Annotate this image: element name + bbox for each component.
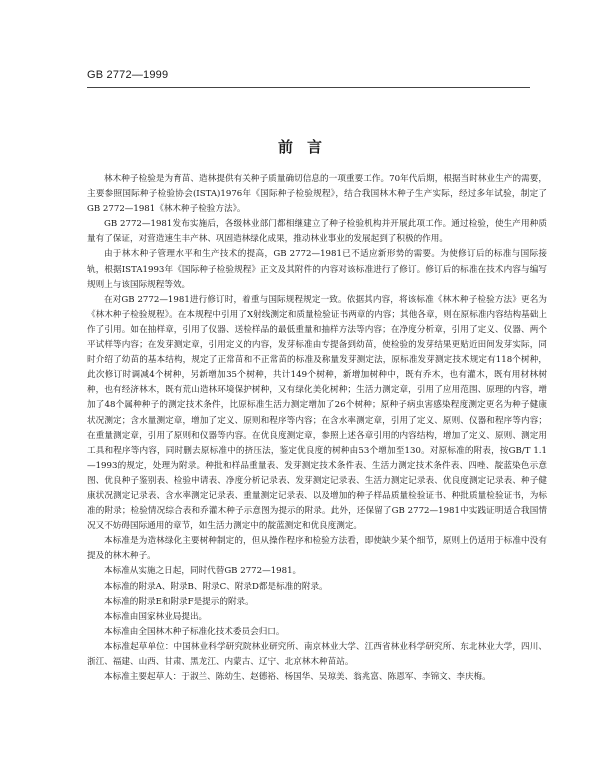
page-title: 前言 [277,138,336,156]
paragraph-normative-annexes: 本标准的附录A、附录B、附录C、附录D都是标准的附录。 [104,581,328,592]
paragraph-implementation: GB 2772—1981发布实施后，各级林业部门都相继建立了种子检验机构并开展此项工作。通过检验，使生产用种质量有了保证，对营造速生丰产林、巩固造林绿化成果，推动林业事业的发展起到了积极的作用。 [87,219,547,245]
paragraph-revision-details: 在对GB 2772—1981进行修订时，着重与国际规程规定一致。依据其内容，将该标准《林木种子检验方法》更名为《林木种子检验规程》。在本规程中引用了X射线测定和质量检验证书两章的内容；其他各章，则在原标准内容结构基础上作了引用。如在抽样章，引用了仪器、送检样品的最低重量和抽样方法等内容；在净度分析章，引用了定义、仪器、两个平试样等内容；在发芽测定章，引用定义的内容，发芽标准由专提备到幼苗，使检验的发芽结果更贴近田间发芽实际，同时介绍了幼苗的基本结构，规定了正常苗和不正常苗的标准及称量发芽测定法，原标准发芽测定技术规定有118个树种，此次修订时调减4个树种，另新增加35个树种，共计149个树种，新增加树种中，既有乔木，也有灌木，既有用材林树种，也有经济林木，既有荒山造林环境保护树种，又有绿化美化树种；生活力测定章，引用了应用范围、原理的内容，增加了48个属种种子的测定技术条件，比原标准生活力测定增加了26个树种；原种子病虫害感染程度测定更名为种子健康状况测定；含水量测定章，增加了定义、原则和程序等内容；在含水率测定章，引用了定义、原则、仪器和程序等内容；在重量测定章，引用了原则和仪器等内容。在优良度测定章，参照上述各章引用的内容结构，增加了定义、原则、测定用工具和程序等内容，同时删去原标准中的挤压法，鉴定优良度的树种由53个增加至130。对原标准的附表，按GB/T 1.1—1993的规定，处理为附录。种批和样品重量表、发芽测定技术条件表、生活力测定技术条件表、四唑、靛蓝染色示意图、优良种子鉴别表、检验申请表、净度分析记录表、发芽测定记录表、生活力测定记录表、优良度测定记录表、种子健康状况测定记录表、含水率测定记录表、重量测定记录表、以及增加的种子样品质量检验证书、种批质量检验证书，为标准的附录；检验情况综合表和乔灌木种子示意图为提示的附录。此外，还保留了GB 2772—1981中实践证明适合我国情况又不妨碍国际通用的章节，如生活力测定中的靛蓝测定和优良度测定。 [87,294,547,532]
header-divider [87,87,530,88]
paragraph-drafting-units: 本标准起草单位：中国林业科学研究院林业研究所、南京林业大学、江西省林业科学研究所、东北林业大学，四川、浙江、福建、山西、甘肃、黑龙江、内蒙古、辽宁、北京林木种苗站。 [87,641,547,667]
standard-code-header: GB 2772—1999 [87,69,169,81]
paragraph-replacement: 本标准从实施之日起，同时代替GB 2772—1981。 [104,566,302,577]
paragraph-scope: 本标准是为造林绿化主要树种制定的，但从操作程序和检验方法看，即使缺少某个细节，原则上仍适用于标准中没有提及的林木种子。 [87,536,547,562]
paragraph-informative-annexes: 本标准的附录E和附录F是提示的附录。 [104,596,254,607]
foreword-body [87,172,547,685]
paragraph-background: 林木种子检验是为育苗、造林提供有关种子质量确切信息的一项重要工作。70年代后期，根据当时林业生产的需要，主要参照国际种子检验协会(ISTA)1976年《国际种子检验规程》，结合我国林木种子生产实际，经过多年试验，制定了GB 2772—1981《林木种子检验方法》。 [87,174,547,215]
paragraph-revision-reason: 由于林木种子管理水平和生产技术的提高，GB 2772—1981已不适应新形势的需要。为使修订后的标准与国际接轨，根据ISTA1993年《国际种子检验规程》正文及其附件的内容对该标准进行了修订。修订后的标准在技术内容与编写规则上与该国际规程等效。 [87,249,547,290]
paragraph-proposer: 本标准由国家林业局提出。 [104,611,208,622]
paragraph-drafters: 本标准主要起草人：于淑兰、陈幼生、赵德裕、杨国华、吴琼美、翁兆富、陈恩军、李锦文、李庆梅。 [104,672,491,683]
paragraph-responsible-committee: 本标准由全国林木种子标准化技术委员会归口。 [104,626,285,637]
